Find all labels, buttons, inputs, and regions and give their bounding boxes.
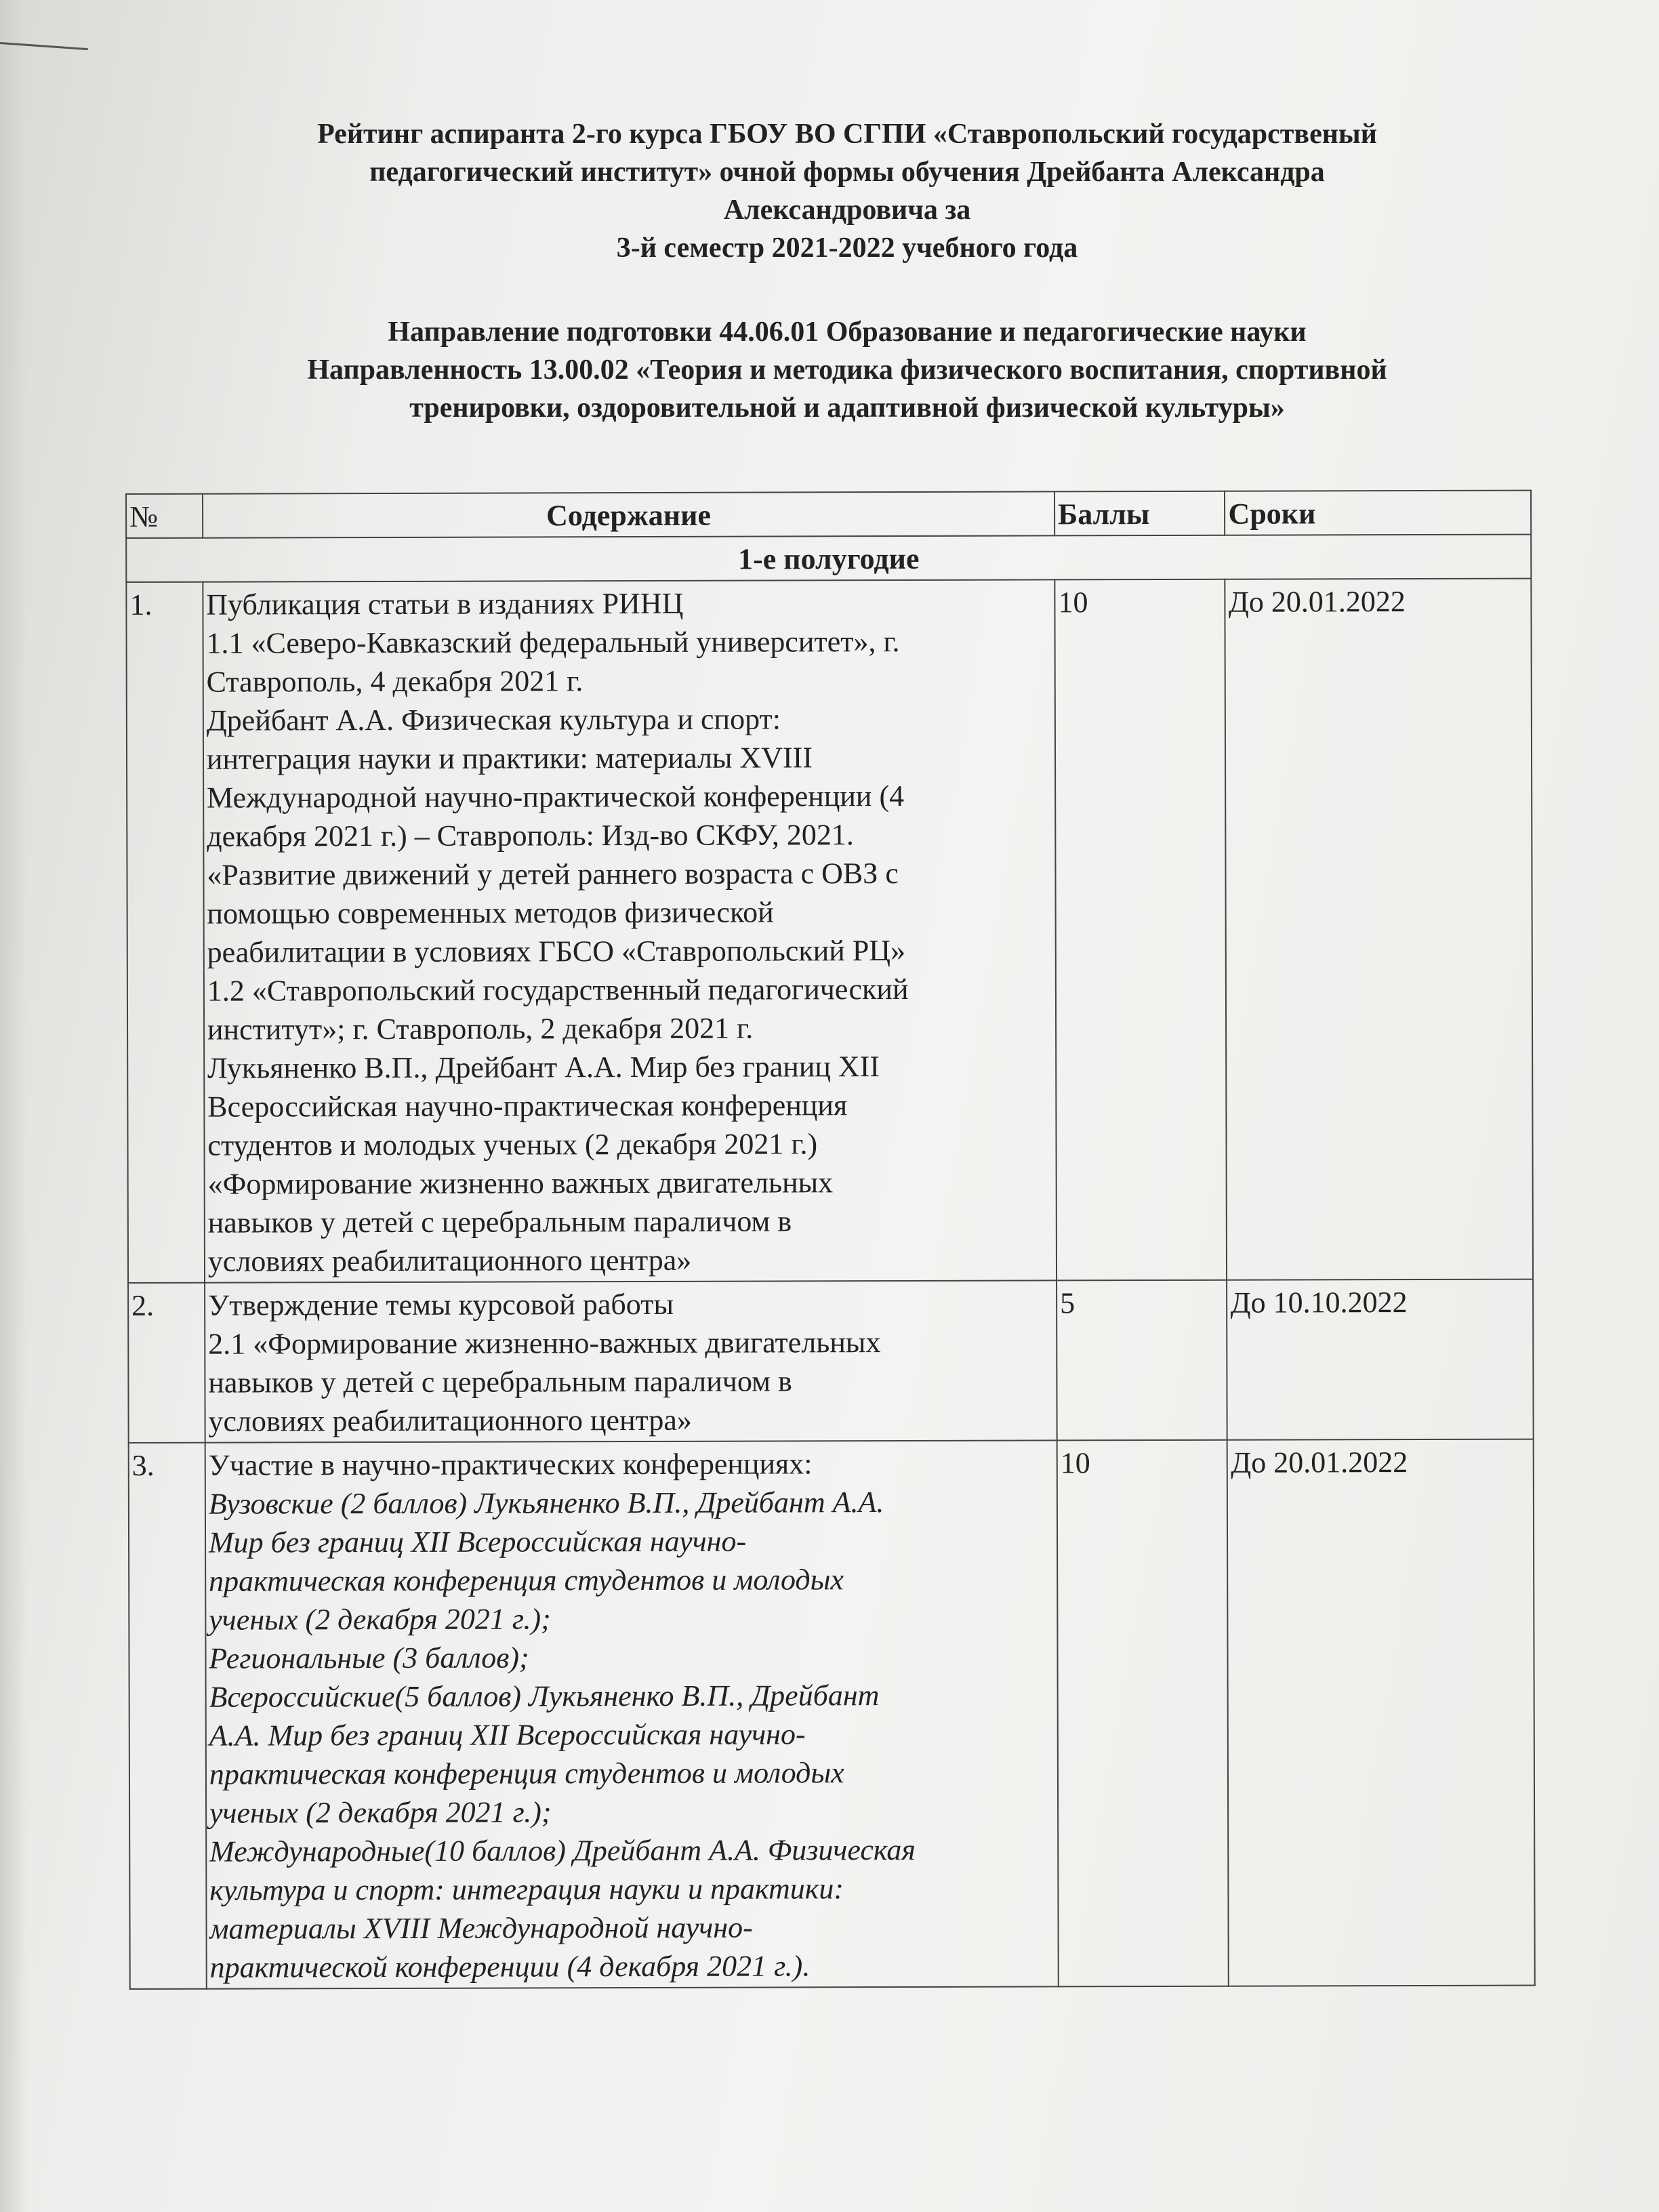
row-deadline: До 20.01.2022 [1227,1439,1535,1986]
conference-line: Всероссийские(5 баллов) Лукьяненко В.П., Дрейбант [209,1679,880,1714]
content-line: «Развитие движений у детей раннего возраста с ОВЗ с [207,857,899,892]
content-line: Публикация статьи в изданиях РИНЦ [206,586,684,621]
conference-line: практическая конференция студентов и молодых [209,1563,844,1598]
content-line: Международной научно-практической конференции (4 [206,779,905,815]
table-row [129,1439,1535,1989]
conference-line: практическая конференция студентов и молодых [209,1756,844,1791]
content-line: навыков у детей с церебральным параличом в [208,1364,792,1399]
conference-line: материалы XVIII Международной научно- [209,1910,753,1946]
conference-line: ученых (2 декабря 2021 г.); [209,1602,551,1637]
row-number: 2. [128,1283,205,1443]
row-score: 5 [1057,1280,1227,1441]
header-score: Баллы [1054,491,1225,536]
conference-line: Вузовские (2 баллов) Лукьяненко В.П., Дрейбант А.А. [208,1486,884,1521]
content-line: 1.1 «Северо-Кавказский федеральный университет», г. [206,625,900,660]
content-line: «Формирование жизненно важных двигательных [207,1166,834,1201]
content-line: условиях реабилитационного центра» [207,1243,692,1278]
header-content: Содержание [203,491,1054,537]
row-number: 1. [126,582,205,1283]
direction-line: Направленность 13.00.02 «Теория и методика физического воспитания, спортивной [307,354,1387,386]
title-line: 3-й семестр 2021-2022 учебного года [616,232,1078,264]
content-line: 1.2 «Ставропольский государственный педагогический [207,972,909,1008]
row-deadline: До 20.01.2022 [1225,579,1533,1280]
conference-line: Международные(10 баллов) Дрейбант А.А. Физическая [209,1832,916,1868]
content-line: студентов и молодых ученых (2 декабря 2021 г.) [207,1127,818,1162]
rating-table [125,490,1536,1990]
table-row [128,1279,1534,1443]
conference-line: практической конференции (4 декабря 2021 г.). [209,1949,811,1984]
content-line: Утверждение темы курсовой работы [207,1287,674,1322]
section-title: 1-е полугодие [126,535,1531,582]
header-deadline: Сроки [1225,491,1531,535]
direction-line: тренировки, оздоровительной и адаптивной физической культуры» [409,392,1285,424]
content-line: реабилитации в условиях ГБСО «Ставропольский РЦ» [207,933,906,969]
conference-line: А.А. Мир без границ XII Всероссийская научно- [209,1717,806,1753]
conference-line: ученых (2 декабря 2021 г.); [209,1795,552,1830]
content-line: интеграция науки и практики: материалы XVIII [206,741,813,776]
page-shadow [0,0,27,2212]
conference-line: Региональные (3 баллов); [209,1641,529,1675]
table-header-row [126,491,1531,538]
row-content [205,1440,1059,1988]
content-line: Лукьяненко В.П., Дрейбант А.А. Мир без границ XII [207,1050,880,1085]
title-line: Рейтинг аспиранта 2-го курса ГБОУ ВО СГПИ «Ставропольский государственый [317,119,1377,150]
title-line: Александровича за [723,194,971,226]
direction-line: Направление подготовки 44.06.01 Образование и педагогические науки [388,316,1307,348]
training-direction [156,313,1538,427]
content-line: Ставрополь, 4 декабря 2021 г. [206,664,583,699]
table-row [126,579,1533,1283]
document-title [156,115,1538,267]
row-score: 10 [1057,1440,1229,1987]
header-number: № [126,494,203,538]
title-line: педагогический институт» очной формы обучения Дрейбанта Александра [369,157,1325,188]
content-line: Участие в научно-практических конференциях: [208,1447,813,1482]
conference-line: Мир без границ XII Всероссийская научно- [208,1524,747,1559]
row-content [203,579,1057,1282]
content-line: помощью современных методов физической [207,895,774,930]
row-score: 10 [1054,579,1227,1281]
conference-line: культура и спорт: интеграция науки и практики: [209,1872,844,1907]
row-content [205,1280,1057,1442]
row-number: 3. [129,1443,207,1989]
content-line: условиях реабилитационного центра» [208,1403,692,1438]
section-row [126,535,1531,582]
content-line: навыков у детей с церебральным параличом в [207,1204,792,1240]
content-line: Всероссийская научно-практическая конференция [207,1088,848,1124]
content-line: Дрейбант А.А. Физическая культура и спорт: [206,702,781,737]
content-line: 2.1 «Формирование жизненно-важных двигательных [208,1326,881,1361]
row-deadline: До 10.10.2022 [1227,1279,1533,1440]
content-line: институт»; г. Ставрополь, 2 декабря 2021 г. [207,1011,754,1046]
content-line: декабря 2021 г.) – Ставрополь: Изд-во СКФУ, 2021. [207,818,854,853]
